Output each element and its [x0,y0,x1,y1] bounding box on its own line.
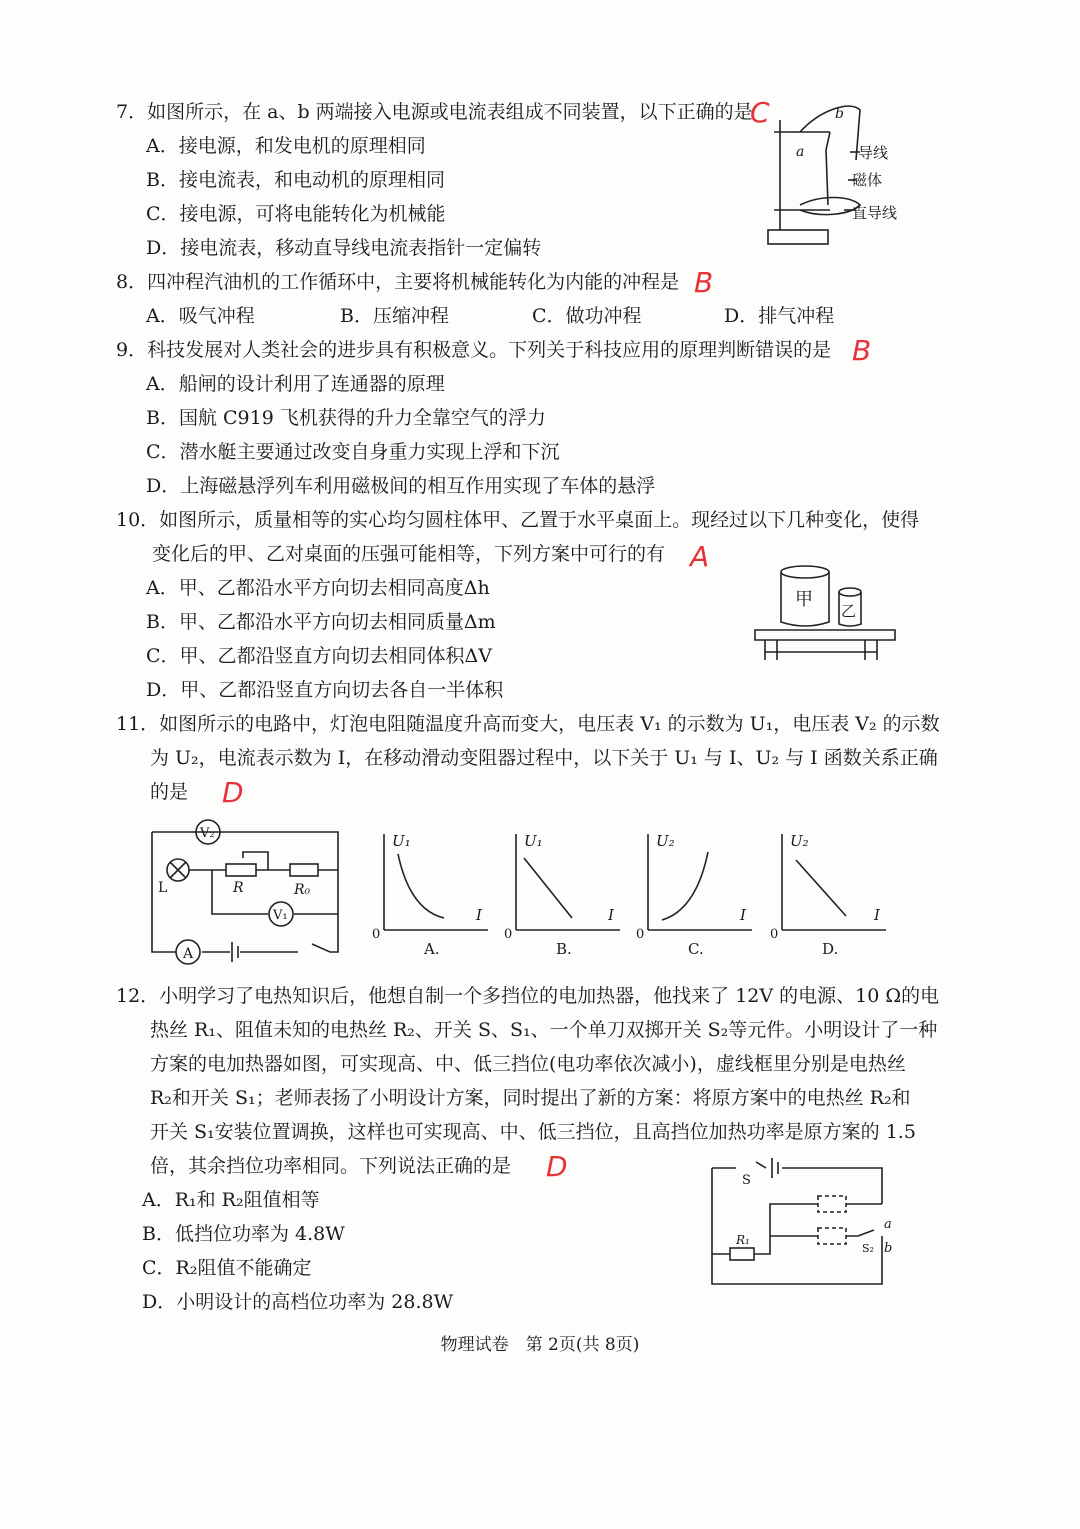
graph-d-origin: 0 [770,927,779,942]
q12-label-r1: R₁ [736,1233,750,1247]
circuit-v2: V₂ [200,826,215,841]
circuit-r: R [233,880,244,896]
q12-stem-1: 12．小明学习了电热知识后，他想自制一个多挡位的电加热器，他找来了 12V 的电源、10 Ω的电 [116,985,940,1007]
q7-figure [760,100,910,255]
q12-circuit [706,1160,896,1288]
circuit-r0: R₀ [294,882,311,898]
q8-option-a: A．吸气冲程 [146,305,255,327]
q12-stem-3: 方案的电加热器如图，可实现高、中、低三挡位(电功率依次减小)，虚线框里分别是电热丝 [150,1053,906,1075]
graph-c-xlabel: I [740,906,746,924]
graph-b-caption: B. [556,940,572,958]
q11-graph-b [502,830,622,960]
q12-option-d: D．小明设计的高档位功率为 28.8W [142,1291,454,1313]
q7-option-b: B．接电流表，和电动机的原理相同 [146,169,445,191]
q12-stem-5: 开关 S₁安装位置调换，这样也可实现高、中、低三挡位，且高挡位加热功率是原方案的 1.5 [150,1121,916,1143]
q9-option-d: D．上海磁悬浮列车利用磁极间的相互作用实现了车体的悬浮 [146,475,656,497]
q9-answer: B [852,334,872,367]
q7-label-straight: 直导线 [852,204,898,222]
q12-option-a: A．R₁和 R₂阻值相等 [142,1189,320,1211]
q12-stem-4: R₂和开关 S₁；老师表扬了小明设计方案，同时提出了新的方案：将原方案中的电热丝 R₂和 [150,1087,911,1109]
graph-d-caption: D. [822,940,839,958]
q10-option-d: D．甲、乙都沿竖直方向切去各自一半体积 [146,679,504,701]
q12-stem-6: 倍，其余挡位功率相同。下列说法正确的是 [150,1155,512,1177]
q7-option-c: C．接电源，可将电能转化为机械能 [146,203,446,225]
q12-label-s2: S₂ [862,1242,874,1255]
q11-graph-a [370,830,490,960]
graph-a-origin: 0 [372,927,381,942]
q8-option-d: D．排气冲程 [724,305,835,327]
q7-answer: C [750,96,770,129]
graph-b-origin: 0 [504,927,513,942]
q11-graph-d [768,830,888,960]
q8-option-b: B．压缩冲程 [340,305,449,327]
q10-figure [755,560,895,670]
q12-stem-2: 热丝 R₁、阻值未知的电热丝 R₂、开关 S、S₁、一个单刀双掷开关 S₂等元件。小明设计了一种 [150,1019,938,1041]
q7-label-b: b [835,106,844,122]
q8-answer: B [694,266,714,299]
straight-wire [826,132,830,205]
q12-option-c: C．R₂阻值不能确定 [142,1257,312,1279]
graph-a-xlabel: I [476,906,482,924]
q12-answer: D [546,1150,568,1183]
graph-a-caption: A. [424,940,440,958]
stand-base [768,230,828,244]
graph-b-ylabel: U₁ [524,832,543,850]
q10-option-a: A．甲、乙都沿水平方向切去相同高度Δh [146,577,490,599]
label-jia: 甲 [795,589,813,610]
q11-graph-c [634,830,754,960]
graph-d-ylabel: U₂ [790,832,809,850]
q9-option-c: C．潜水艇主要通过改变自身重力实现上浮和下沉 [146,441,560,463]
q8-option-c: C．做功冲程 [532,305,642,327]
q11-stem-1: 11．如图所示的电路中，灯泡电阻随温度升高而变大，电压表 V₁ 的示数为 U₁，电压表 V₂ 的示数 [116,713,940,735]
q7-label-magnet: 磁体 [852,171,883,189]
label-yi: 乙 [841,602,857,620]
graph-b-xlabel: I [608,906,614,924]
circuit-v1: V₁ [273,908,288,923]
circuit-a: A [183,946,194,962]
q12-option-b: B．低挡位功率为 4.8W [142,1223,345,1245]
q8-stem: 8．四冲程汽油机的工作循环中，主要将机械能转化为内能的冲程是 [116,271,680,293]
q11-answer: D [222,776,244,809]
q7-label-a: a [796,144,805,160]
q12-label-b: b [884,1241,893,1256]
graph-c-ylabel: U₂ [656,832,675,850]
table-top [755,630,895,640]
q9-option-a: A．船闸的设计利用了连通器的原理 [146,373,445,395]
graph-a-ylabel: U₁ [392,832,411,850]
q7-label-wire: 导线 [858,144,889,162]
page-footer: 物理试卷 第 2页(共 8页) [440,1335,640,1355]
q10-stem-1: 10．如图所示，质量相等的实心均匀圆柱体甲、乙置于水平桌面上。现经过以下几种变化，使得 [116,509,920,531]
q12-label-a: a [884,1217,892,1232]
q10-option-c: C．甲、乙都沿竖直方向切去相同体积ΔV [146,645,492,667]
q10-stem-2: 变化后的甲、乙对桌面的压强可能相等，下列方案中可行的有 [152,543,666,565]
magnet [800,198,860,215]
q12-label-s: S [742,1173,751,1188]
q11-stem-2: 为 U₂，电流表示数为 I，在移动滑动变阻器过程中，以下关于 U₁ 与 I、U₂ 与 I 函数关系正确 [150,747,938,769]
graph-d-xlabel: I [874,906,880,924]
q11-stem-3: 的是 [150,781,189,803]
graph-c-caption: C. [688,940,704,958]
q7-option-a: A．接电源，和发电机的原理相同 [146,135,426,157]
q7-stem: 7．如图所示，在 a、b 两端接入电源或电流表组成不同装置，以下正确的是 [116,101,753,123]
q10-answer: A [690,540,710,573]
q9-stem: 9．科技发展对人类社会的进步具有积极意义。下列关于科技应用的原理判断错误的是 [116,339,832,361]
q11-circuit [148,818,338,968]
q10-option-b: B．甲、乙都沿水平方向切去相同质量Δm [146,611,496,633]
q9-option-b: B．国航 C919 飞机获得的升力全靠空气的浮力 [146,407,546,429]
graph-c-origin: 0 [636,927,645,942]
circuit-l: L [158,880,168,896]
q7-option-d: D．接电流表，移动直导线电流表指针一定偏转 [146,237,542,259]
